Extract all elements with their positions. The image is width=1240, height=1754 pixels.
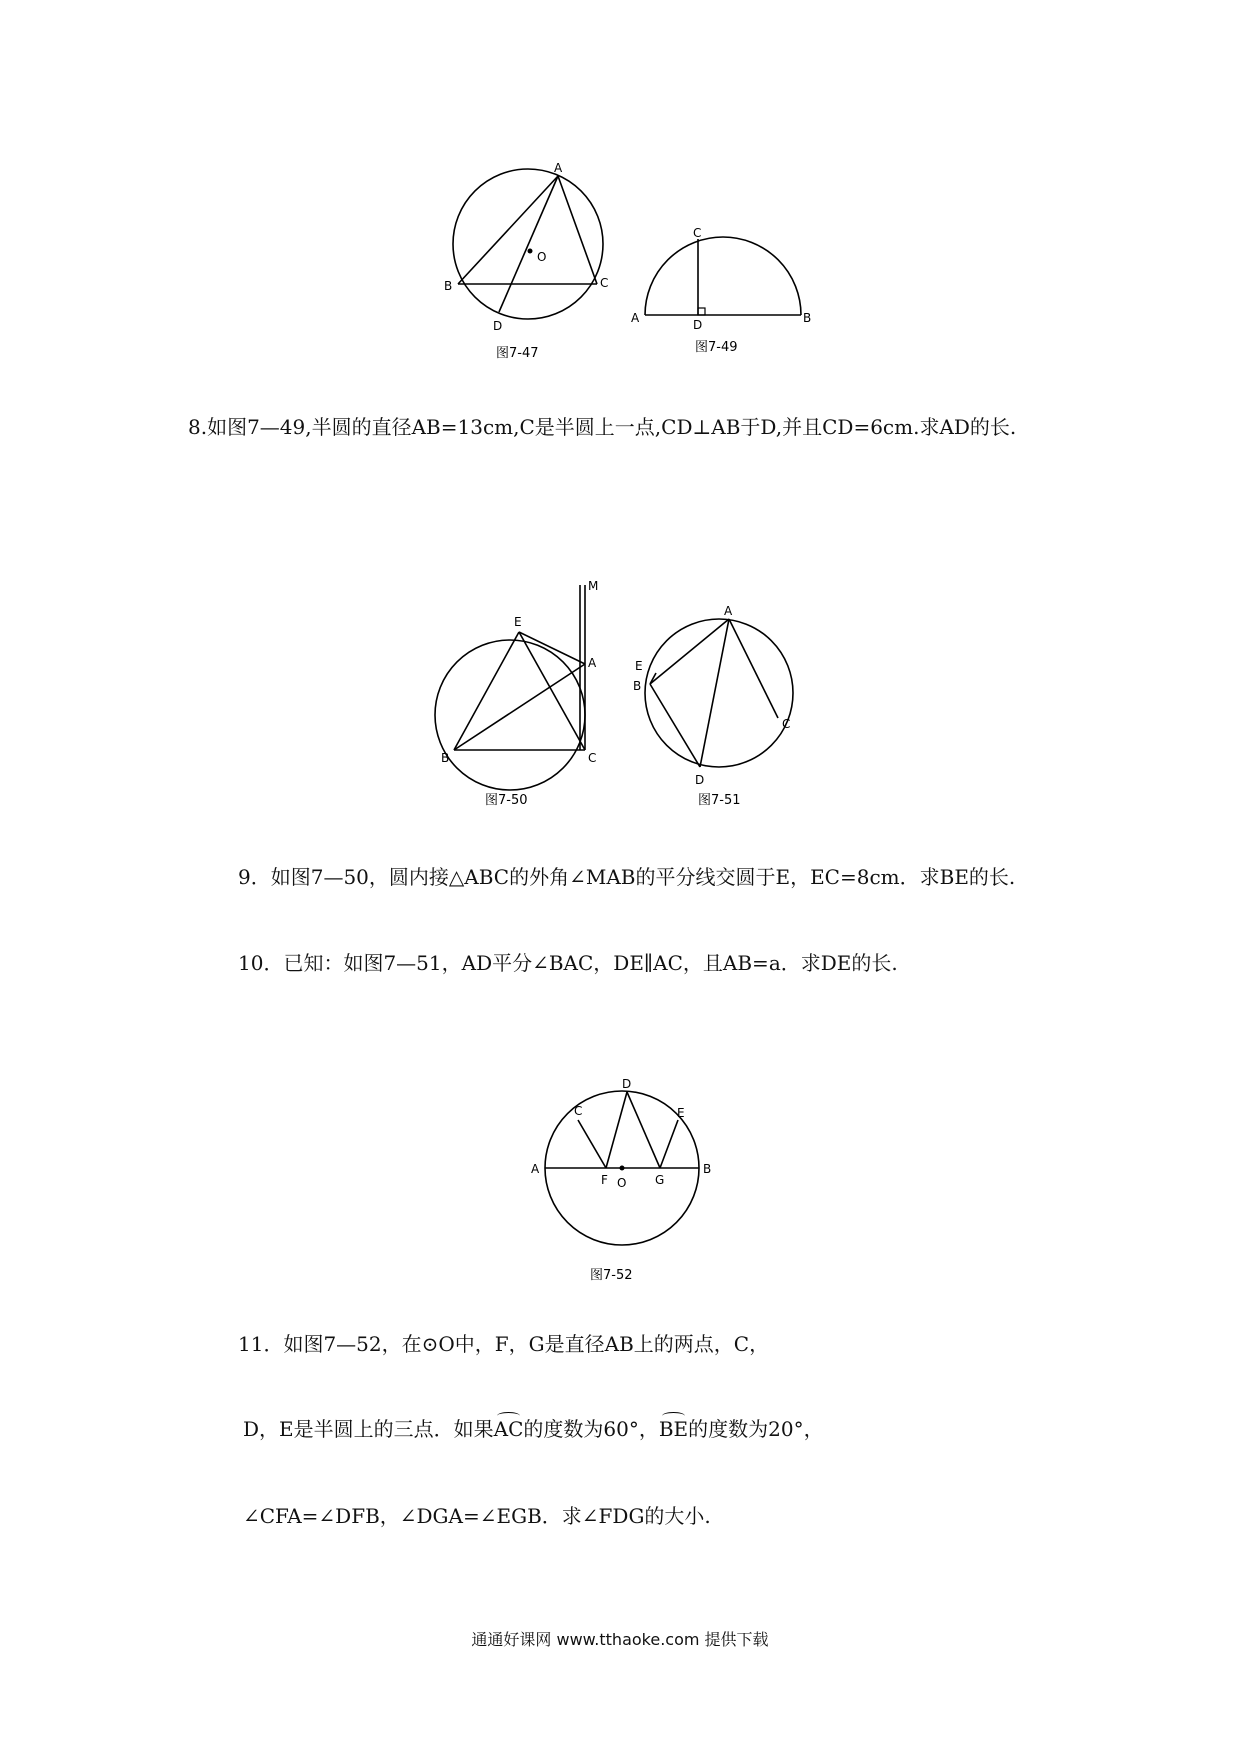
label-d: D bbox=[493, 319, 503, 333]
figure-7-51 bbox=[625, 600, 805, 820]
problem-11-text: 的度数为20°， bbox=[688, 1417, 824, 1441]
label-e: E bbox=[514, 615, 522, 629]
figure-caption: 图7-52 bbox=[590, 1268, 633, 1283]
label-d: D bbox=[695, 773, 705, 787]
label-a: A bbox=[631, 311, 640, 325]
figure-caption: 图7-49 bbox=[695, 340, 738, 355]
problem-10: 10．已知：如图7—51，AD平分∠BAC，DE∥AC，且AB=a．求DE的长. bbox=[238, 951, 898, 975]
label-c: C bbox=[588, 751, 597, 765]
label-a: A bbox=[531, 1162, 540, 1176]
problem-11-line-3: ∠CFA=∠DFB，∠DGA=∠EGB．求∠FDG的大小. bbox=[243, 1504, 711, 1528]
label-e: E bbox=[677, 1106, 685, 1120]
label-c: C bbox=[574, 1104, 583, 1118]
footer: 通通好课网 www.tthaoke.com 提供下载 bbox=[471, 1630, 769, 1649]
label-b: B bbox=[441, 751, 450, 765]
label-a: A bbox=[554, 161, 563, 175]
label-b: B bbox=[633, 679, 642, 693]
label-e: E bbox=[635, 659, 643, 673]
figure-caption: 图7-51 bbox=[698, 793, 741, 808]
problem-9: 9．如图7—50，圆内接△ABC的外角∠MAB的平分线交圆于E，EC=8cm．求BE的长. bbox=[238, 865, 1016, 889]
problem-11-text: D，E是半圆上的三点．如果 bbox=[243, 1417, 494, 1441]
problem-11-line-1: 11．如图7—52，在⊙O中，F，G是直径AB上的两点，C， bbox=[238, 1332, 770, 1356]
label-a: A bbox=[588, 656, 597, 670]
label-b: B bbox=[444, 279, 453, 293]
label-c: C bbox=[782, 717, 791, 731]
label-a: A bbox=[724, 604, 733, 618]
figure-7-52 bbox=[520, 1060, 740, 1283]
figure-7-49 bbox=[625, 225, 815, 365]
problem-11-line-2 bbox=[243, 1413, 824, 1442]
label-m: M bbox=[588, 579, 599, 593]
label-o: O bbox=[617, 1176, 627, 1190]
figure-7-50 bbox=[425, 580, 625, 820]
label-b: B bbox=[803, 311, 812, 325]
label-d: D bbox=[622, 1077, 632, 1091]
arc-ac: AC bbox=[493, 1417, 524, 1441]
problem-8: 8.如图7—49,半圆的直径AB=13cm,C是半圆上一点,CD⊥AB于D,并且CD=6cm.求AD的长. bbox=[188, 415, 1017, 439]
label-c: C bbox=[600, 276, 609, 290]
label-b: B bbox=[703, 1162, 712, 1176]
problem-11-text: 的度数为60°， bbox=[523, 1417, 659, 1441]
label-d: D bbox=[693, 318, 703, 332]
figure-caption: 图7-47 bbox=[496, 346, 539, 361]
label-o: O bbox=[537, 250, 547, 264]
arc-be: BE bbox=[658, 1417, 689, 1441]
label-c: C bbox=[693, 226, 702, 240]
figure-caption: 图7-50 bbox=[485, 793, 528, 808]
label-g: G bbox=[655, 1173, 665, 1187]
figure-7-47 bbox=[440, 155, 620, 365]
label-f: F bbox=[601, 1173, 608, 1187]
